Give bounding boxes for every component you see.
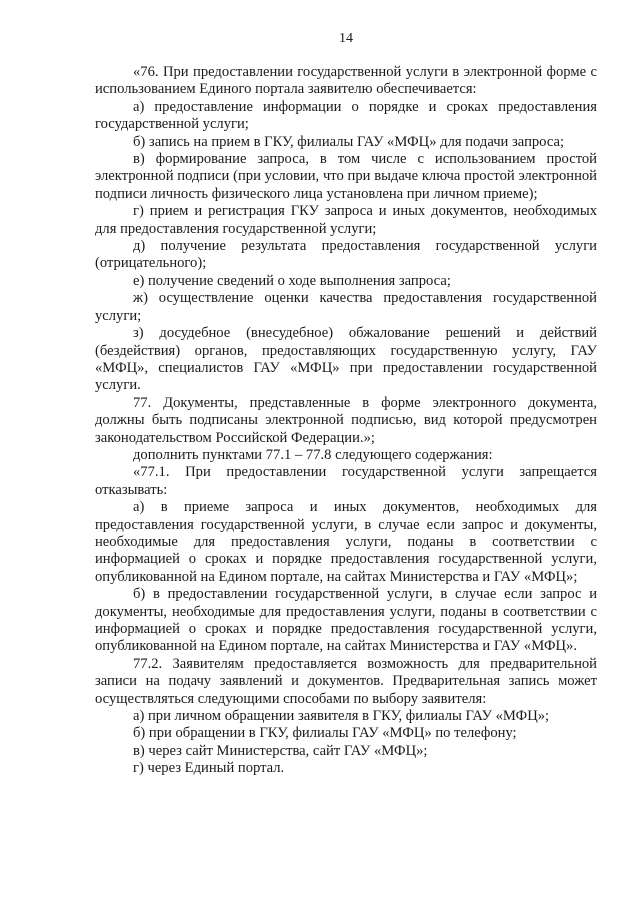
list-item-b: б) запись на прием в ГКУ, филиалы ГАУ «МФЦ» для подачи запроса;	[133, 133, 565, 150]
list-item-77-1-b: б) в предоставлении государственной услуги, в случае если запрос и документы, необходимые для предоставления услуги, поданы в соответствии с информацией о сроках и порядке предоставления государственной услуги, опубликованной на Едином портале, на сайтах Министерства и ГАУ «МФЦ».	[95, 586, 597, 655]
list-item-77-2-a: а) при личном обращении заявителя в ГКУ, филиалы ГАУ «МФЦ»;	[133, 708, 550, 725]
amendment-intro: дополнить пунктами 77.1 – 77.8 следующего содержания:	[133, 446, 493, 463]
list-item-v: в) формирование запроса, в том числе с использованием простой электронной подписи (при условии, что при выдаче ключа простой электронной подписи личность физического лица установлена при личном приеме);	[95, 151, 597, 202]
list-item-zh: ж) осуществление оценки качества предоставления государственной услуги;	[95, 290, 597, 324]
paragraph-77-2: 77.2. Заявителям предоставляется возможность для предварительной записи на подачу заявлений и документов. Предварительная запись может осуществляться следующими способами по выбору заявителя:	[95, 655, 597, 707]
list-item-e: е) получение сведений о ходе выполнения запроса;	[133, 272, 451, 289]
list-item-z: з) досудебное (внесудебное) обжалование решений и действий (бездействия) органов, предоставляющих государственную услугу, ГАУ «МФЦ», специалистов ГАУ «МФЦ» при предоставлении государственной услуги.	[95, 325, 597, 394]
paragraph-77-1: «77.1. При предоставлении государственной услуги запрещается отказывать:	[95, 464, 597, 498]
paragraph-77: 77. Документы, представленные в форме электронного документа, должны быть подписаны электронной подписью, вид которой предусмотрен законодательством Российской Федерации.»;	[95, 394, 597, 446]
page-number: 14	[339, 31, 353, 46]
paragraph-76: «76. При предоставлении государственной услуги в электронной форме с использованием Единого портала заявителю обеспечивается:	[95, 64, 597, 98]
list-item-77-2-b: б) при обращении в ГКУ, филиалы ГАУ «МФЦ» по телефону;	[133, 725, 517, 742]
document-page	[95, 30, 597, 778]
list-item-77-2-g: г) через Единый портал.	[133, 760, 285, 777]
list-item-77-2-v: в) через сайт Министерства, сайт ГАУ «МФЦ»;	[133, 742, 428, 759]
list-item-77-1-a: а) в приеме запроса и иных документов, необходимых для предоставления государственной услуги, в случае если запрос и документы, необходимые для предоставления услуги, поданы в соответствии с информацией о сроках и порядке предоставления государственной услуги, опубликованной на Едином портале, на сайтах Министерства и ГАУ «МФЦ»;	[95, 499, 597, 585]
list-item-a: а) предоставление информации о порядке и сроках предоставления государственной услуги;	[95, 98, 597, 133]
list-item-g: г) прием и регистрация ГКУ запроса и иных документов, необходимых для предоставления государственной услуги;	[95, 203, 597, 237]
list-item-d: д) получение результата предоставления государственной услуги (отрицательного);	[95, 238, 597, 272]
